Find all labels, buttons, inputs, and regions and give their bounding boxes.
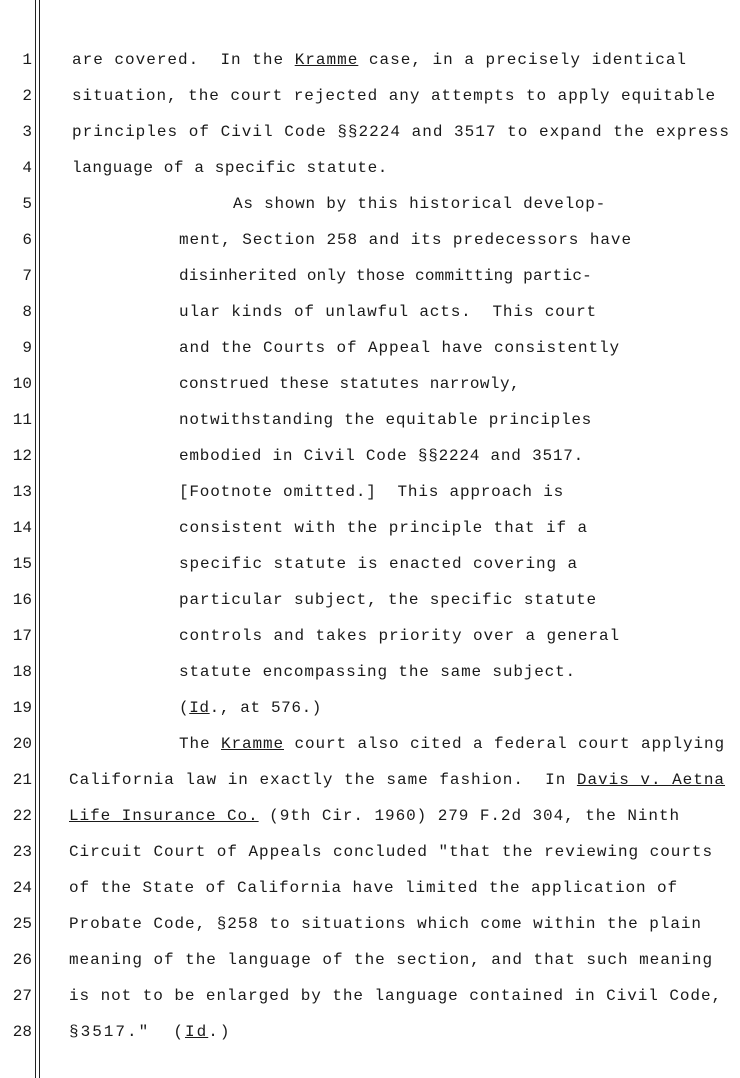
text-line bbox=[179, 446, 584, 466]
text-segment: specific statute is enacted covering a bbox=[179, 555, 578, 573]
text-segment: statute encompassing the same subject. bbox=[179, 663, 577, 681]
text-segment: .) bbox=[208, 1023, 232, 1041]
margin-rule-right bbox=[39, 0, 40, 1078]
line-number: 5 bbox=[22, 195, 32, 213]
text-line bbox=[179, 518, 588, 538]
text-segment: §3517." ( bbox=[69, 1023, 186, 1041]
line-number: 21 bbox=[12, 771, 32, 789]
underlined-citation: Kramme bbox=[221, 735, 284, 753]
line-number: 24 bbox=[12, 879, 32, 897]
underlined-citation: Id bbox=[185, 1023, 209, 1041]
text-segment: ular kinds of unlawful acts. This court bbox=[179, 303, 597, 321]
text-segment: case, in a precisely identical bbox=[358, 51, 688, 69]
line-number: 1 bbox=[22, 51, 32, 69]
text-line bbox=[233, 194, 606, 214]
line-number: 12 bbox=[12, 447, 32, 465]
text-line bbox=[69, 770, 725, 790]
text-segment: disinherited only those committing partic- bbox=[179, 267, 593, 285]
text-line bbox=[69, 914, 702, 934]
text-line bbox=[179, 410, 592, 430]
line-number: 9 bbox=[22, 339, 32, 357]
line-number: 3 bbox=[22, 123, 32, 141]
text-segment: of the State of California have limited the application of bbox=[69, 879, 678, 897]
line-number: 17 bbox=[12, 627, 32, 645]
text-line bbox=[179, 374, 520, 394]
text-segment: language of a specific statute. bbox=[72, 159, 389, 177]
line-number: 23 bbox=[12, 843, 32, 861]
text-segment: consistent with the principle that if a bbox=[179, 519, 588, 537]
text-line bbox=[179, 302, 597, 322]
text-line bbox=[179, 266, 592, 286]
text-line bbox=[179, 554, 578, 574]
text-segment: (9th Cir. 1960) 279 F.2d 304, the Ninth bbox=[258, 807, 681, 825]
line-number: 8 bbox=[22, 303, 32, 321]
underlined-citation: Life Insurance Co. bbox=[69, 807, 259, 825]
text-segment: are covered. In the bbox=[72, 51, 295, 69]
text-segment: The bbox=[179, 735, 221, 753]
line-number: 4 bbox=[22, 159, 32, 177]
line-number: 25 bbox=[12, 915, 32, 933]
text-segment: situation, the court rejected any attempts to apply equitable bbox=[72, 87, 717, 105]
text-segment: embodied in Civil Code §§2224 and 3517. bbox=[179, 447, 584, 465]
text-segment: Circuit Court of Appeals concluded "that the reviewing courts bbox=[69, 843, 714, 861]
text-segment: particular subject, the specific statute bbox=[179, 591, 597, 609]
line-number: 7 bbox=[22, 267, 32, 285]
margin-rule-left bbox=[35, 0, 36, 1078]
line-number: 22 bbox=[12, 807, 32, 825]
underlined-citation: Id bbox=[189, 699, 210, 717]
line-number: 11 bbox=[12, 411, 32, 429]
line-number: 28 bbox=[12, 1023, 32, 1041]
line-number: 19 bbox=[12, 699, 32, 717]
text-line bbox=[69, 950, 713, 970]
text-segment: ment, Section 258 and its predecessors have bbox=[179, 231, 632, 249]
line-number: 20 bbox=[12, 735, 32, 753]
text-line bbox=[179, 626, 620, 646]
line-number: 15 bbox=[12, 555, 32, 573]
text-segment: is not to be enlarged by the language contained in Civil Code, bbox=[69, 987, 723, 1005]
underlined-citation: Kramme bbox=[294, 51, 359, 69]
text-line bbox=[179, 482, 564, 502]
text-line bbox=[72, 50, 687, 70]
text-line bbox=[179, 734, 725, 754]
line-number: 2 bbox=[22, 87, 32, 105]
line-number: 27 bbox=[12, 987, 32, 1005]
text-line bbox=[179, 338, 620, 358]
underlined-citation: Davis v. Aetna bbox=[576, 771, 726, 789]
text-line bbox=[72, 158, 388, 178]
text-line bbox=[179, 662, 576, 682]
line-number: 18 bbox=[12, 663, 32, 681]
text-segment: and the Courts of Appeal have consistently bbox=[179, 339, 620, 357]
text-segment: [Footnote omitted.] This approach is bbox=[179, 483, 565, 501]
text-segment: meaning of the language of the section, and that such meaning bbox=[69, 951, 714, 969]
text-segment: ., at 576.) bbox=[209, 699, 323, 717]
text-segment: controls and takes priority over a general bbox=[179, 627, 620, 645]
text-line bbox=[69, 806, 680, 826]
text-segment: As shown by this historical develop- bbox=[233, 195, 607, 213]
line-number: 13 bbox=[12, 483, 32, 501]
text-segment: notwithstanding the equitable principles bbox=[179, 411, 592, 429]
text-line bbox=[72, 86, 716, 106]
text-line bbox=[69, 1022, 231, 1042]
text-line bbox=[69, 842, 713, 862]
text-segment: court also cited a federal court applying bbox=[284, 735, 725, 753]
text-line bbox=[179, 698, 322, 718]
line-number: 14 bbox=[12, 519, 32, 537]
text-line bbox=[72, 122, 730, 142]
line-number: 10 bbox=[12, 375, 32, 393]
text-line bbox=[179, 590, 597, 610]
text-segment: principles of Civil Code §§2224 and 3517 to expand the express bbox=[72, 123, 730, 141]
text-segment: Probate Code, §258 to situations which come within the plain bbox=[69, 915, 702, 933]
text-line bbox=[69, 878, 678, 898]
line-number: 6 bbox=[22, 231, 32, 249]
line-number: 16 bbox=[12, 591, 32, 609]
line-number: 26 bbox=[12, 951, 32, 969]
text-line bbox=[69, 986, 722, 1006]
text-line bbox=[179, 230, 632, 250]
text-segment: California law in exactly the same fashion. In bbox=[69, 771, 577, 789]
text-segment: construed these statutes narrowly, bbox=[179, 375, 521, 393]
text-segment: ( bbox=[179, 699, 190, 717]
